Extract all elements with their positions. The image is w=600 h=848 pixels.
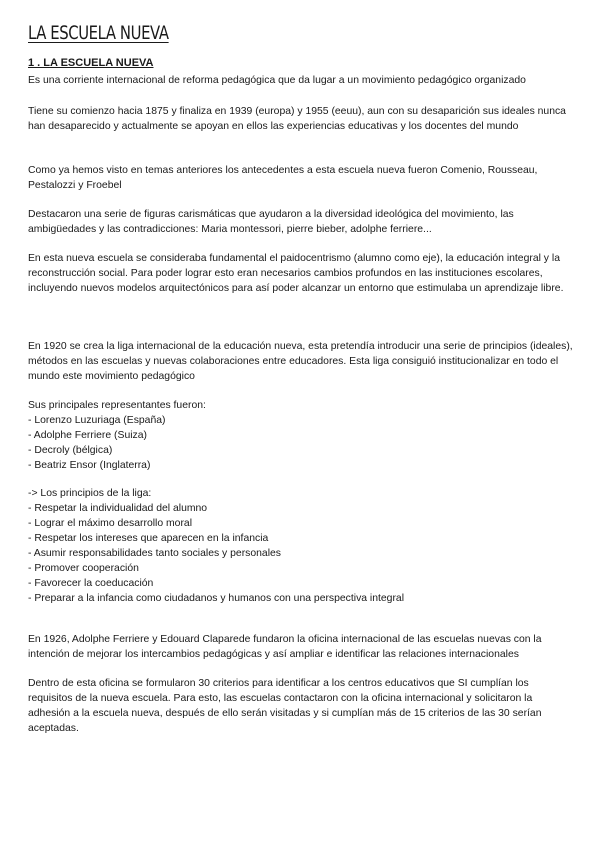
list-item: - Asumir responsabilidades tanto sociales y personales bbox=[28, 548, 281, 559]
paragraph-league: En 1920 se crea la liga internacional de la educación nueva, esta pretendía introducir una serie de principios (ideales), métodos en las escuelas y nuevas colaboraciones entre educadores. Esta liga consiguió institucionalizar en todo el mundo este movimiento pedagógico bbox=[28, 341, 573, 382]
list-item: - Lorenzo Luzuriaga (España) bbox=[28, 415, 166, 426]
list-item: - Adolphe Ferriere (Suiza) bbox=[28, 430, 147, 441]
paragraph-international-office: En 1926, Adolphe Ferriere y Edouard Claparede fundaron la oficina internacional de las escuelas nuevas con la intención de mejorar los intercambios pedagógicas y así ampliar e identificar las relaciones internacionales bbox=[28, 634, 542, 660]
principles-list bbox=[28, 501, 573, 606]
list-item: - Favorecer la coeducación bbox=[28, 578, 154, 589]
document-title: LA ESCUELA NUEVA bbox=[28, 22, 169, 44]
list-item: - Preparar a la infancia como ciudadanos y humanos con una perspectiva integral bbox=[28, 593, 405, 604]
paragraph-criteria: Dentro de esta oficina se formularon 30 criterios para identificar a los centros educativos que SI cumplían los requisitos de la nueva escuela. Para esto, las escuelas contactaron con la oficina internacional y solicitaron la adhesión a la escuela nueva, después de ello serán visitadas y si cumplían más de 15 criterios de las 30 serían aceptadas. bbox=[28, 678, 542, 734]
list-item: - Respetar los intereses que aparecen en la infancia bbox=[28, 533, 269, 544]
paragraph-antecedents: Como ya hemos visto en temas anteriores los antecedentes a esta escuela nueva fueron Comenio, Rousseau, Pestalozzi y Froebel bbox=[28, 165, 538, 191]
paragraph-definition: Es una corriente internacional de reforma pedagógica que da lugar a un movimiento pedagógico organizado bbox=[28, 75, 526, 86]
paragraph-paidocentrism: En esta nueva escuela se consideraba fundamental el paidocentrismo (alumno como eje), la educación integral y la reconstrucción social. Para poder lograr esto eran necesarios cambios profundos en las instituciones escolares, incluyendo nuevos modelos arquitectónicos para así poder alcanzar un entorno que estimulaba un aprendizaje libre. bbox=[28, 253, 564, 294]
representatives-list bbox=[28, 413, 573, 473]
list-item: - Beatriz Ensor (Inglaterra) bbox=[28, 460, 151, 471]
paragraph-figures: Destacaron una serie de figuras carismáticas que ayudaron a la diversidad ideológica del movimiento, las ambigüedades y las contradicciones: Maria montessori, pierre bieber, adolphe ferriere... bbox=[28, 209, 514, 235]
list-item: - Respetar la individualidad del alumno bbox=[28, 503, 208, 514]
list-item: - Promover cooperación bbox=[28, 563, 139, 574]
principles-intro: -> Los principios de la liga: bbox=[28, 488, 152, 499]
list-item: - Lograr el máximo desarrollo moral bbox=[28, 518, 192, 529]
representatives-intro: Sus principales representantes fueron: bbox=[28, 400, 206, 411]
section-heading: 1 . LA ESCUELA NUEVA bbox=[28, 57, 154, 69]
paragraph-timeline: Tiene su comienzo hacia 1875 y finaliza en 1939 (europa) y 1955 (eeuu), aun con su desaparición sus ideales nunca han desaparecido y actualmente se apoyan en ellos las experiencias educativas y los docentes del mundo bbox=[28, 106, 566, 132]
list-item: - Decroly (bélgica) bbox=[28, 445, 113, 456]
